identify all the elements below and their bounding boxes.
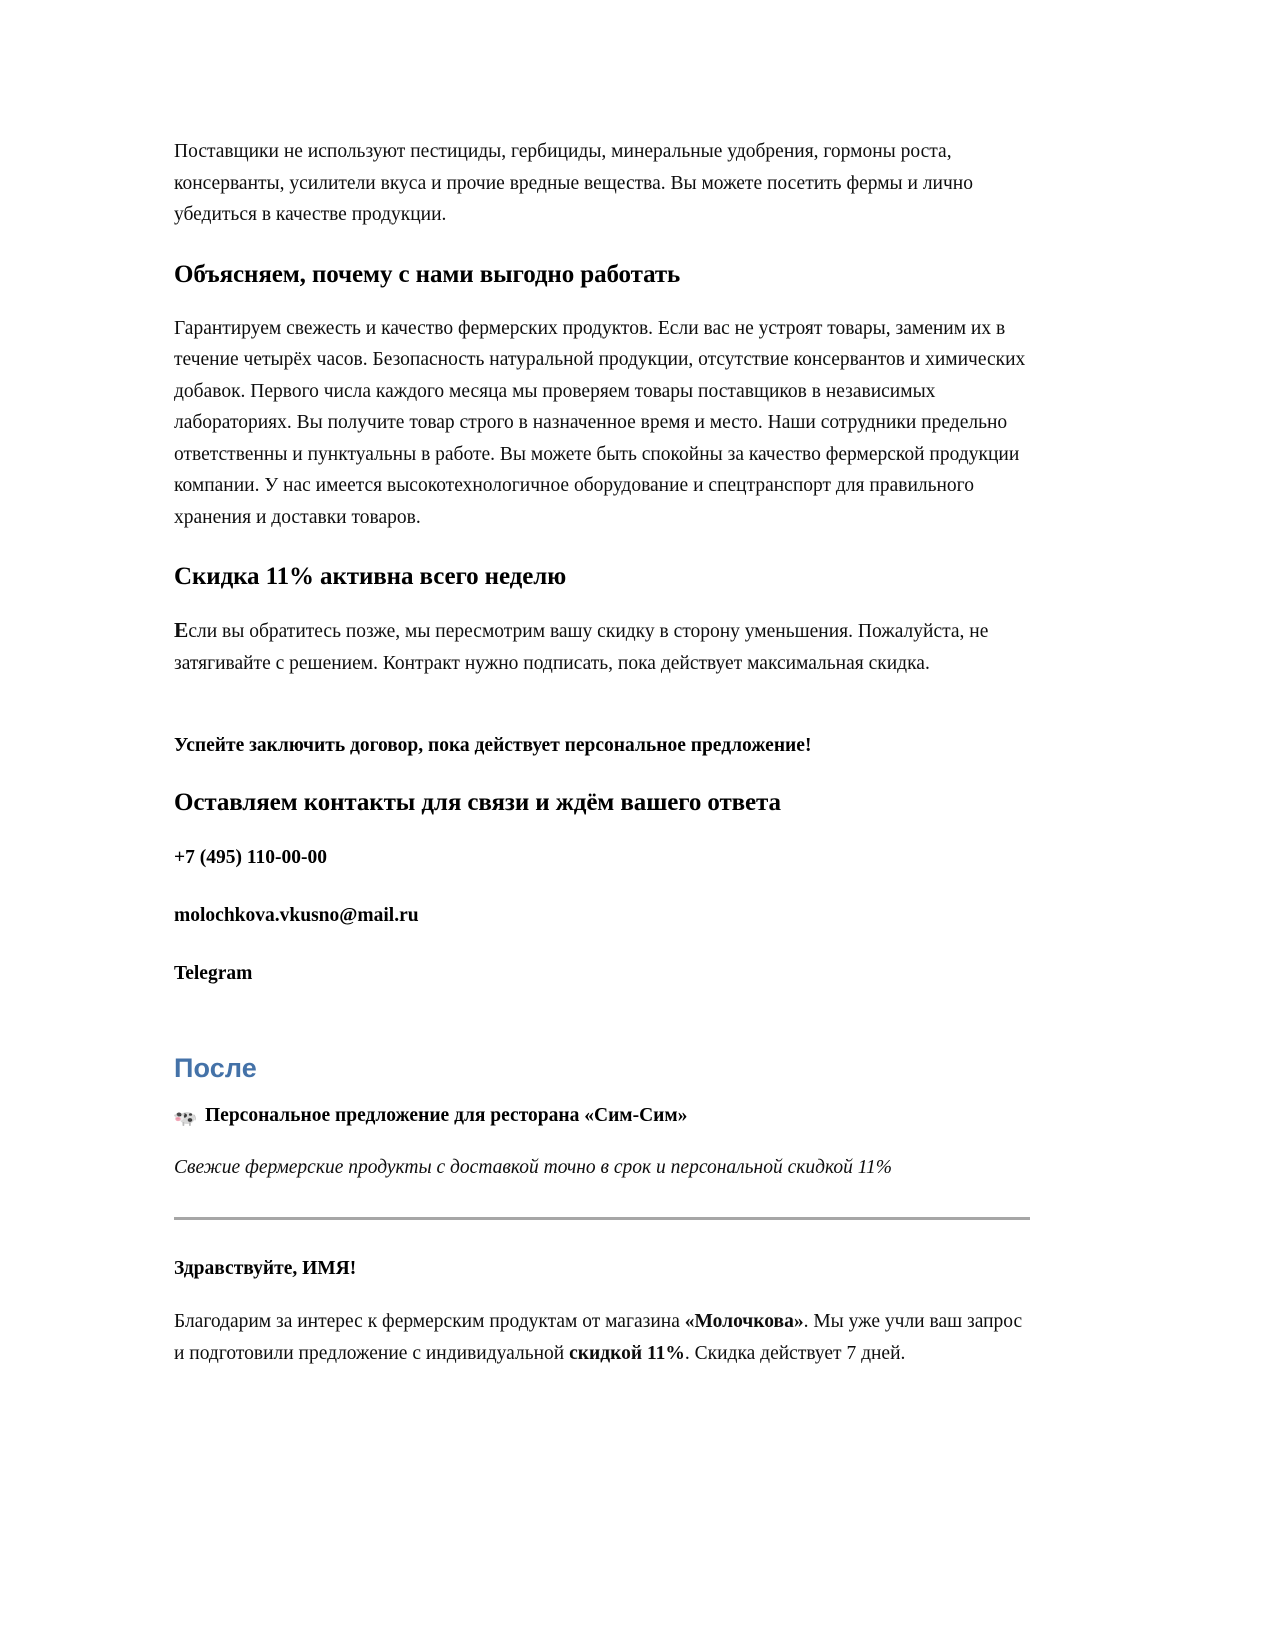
contacts-heading: Оставляем контакты для связи и ждём вашего ответа <box>174 789 781 816</box>
call-to-action-line: Успейте заключить договор, пока действует персональное предложение! <box>174 735 812 756</box>
cta-spacer <box>174 679 1030 731</box>
final-paragraph-part3: . Скидка действует 7 дней. <box>684 1342 906 1364</box>
final-paragraph-part2: . Мы уже учли ваш запрос и подготовили предложение с индивидуальной <box>174 1311 1023 1364</box>
benefits-paragraph: Гарантируем свежесть и качество фермерских продуктов. Если вас не устроят товары, заменим их в течение четырёх часов. Безопасность натуральной продукции, отсутствие консервантов и химических добавок. Первого числа каждого месяца мы проверяем товары поставщиков в независимых лабораториях. Вы получите товар строго в назначенное время и место. Наши сотрудники предельно ответственны и пунктуальны в работе. Вы можете быть спокойны за качество фермерской продукции компании. У нас имеется высокотехнологичное оборудование и спецтранспорт для правильного хранения и доставки товаров. <box>174 317 1026 528</box>
contact-phone[interactable]: +7 (495) 110-00-00 <box>174 847 328 868</box>
after-section-spacer <box>174 1017 1030 1051</box>
discount-paragraph <box>174 615 1030 679</box>
final-paragraph-brand: «Молочкова» <box>684 1311 804 1332</box>
section-divider <box>174 1217 1030 1220</box>
offer-title-row <box>174 1101 1030 1131</box>
final-paragraph-discount: скидкой 11% <box>569 1342 685 1364</box>
after-section-title: После <box>174 1053 257 1083</box>
final-paragraph-part1: Благодарим за интерес к фермерским продуктам от магазина <box>174 1311 685 1332</box>
discount-heading: Скидка 11% активна всего неделю <box>174 563 567 590</box>
benefits-heading: Объясняем, почему с нами выгодно работать <box>174 260 681 288</box>
offer-title-text: Персональное предложение для ресторана «Сим-Сим» <box>205 1105 688 1126</box>
offer-subtitle: Свежие фермерские продукты с доставкой точно в срок и персональной скидкой 11% <box>174 1157 893 1178</box>
discount-paragraph-body: сли вы обратитесь позже, мы пересмотрим вашу скидку в сторону уменьшения. Пожалуйста, не затягивайте с решением. Контракт нужно подписать, пока действует максимальная скидка. <box>174 621 989 674</box>
discount-paragraph-initial: Е <box>174 618 189 642</box>
contact-email[interactable]: molochkova.vkusno@mail.ru <box>174 905 419 926</box>
intro-paragraph: Поставщики не используют пестициды, гербициды, минеральные удобрения, гормоны роста, консерванты, усилители вкуса и прочие вредные вещества. Вы можете посетить фермы и лично убедиться в качестве продукции. <box>174 141 973 225</box>
cow-icon <box>174 1107 196 1127</box>
document-content <box>174 136 1030 1369</box>
final-paragraph <box>174 1306 1030 1369</box>
contact-telegram[interactable]: Telegram <box>174 963 253 984</box>
greeting-line: Здравствуйте, ИМЯ! <box>174 1258 357 1279</box>
